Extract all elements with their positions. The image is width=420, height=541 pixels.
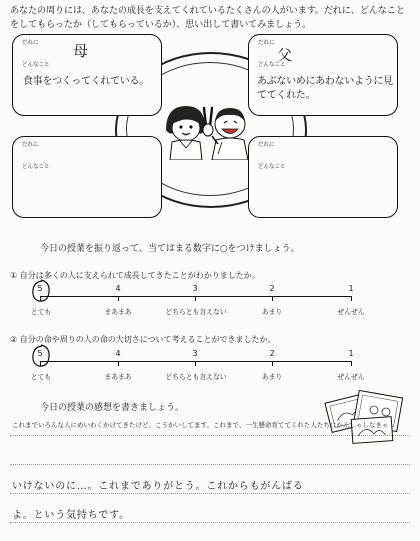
- who-answer: 父: [277, 46, 293, 64]
- who-label: だれに: [22, 142, 39, 148]
- support-box-3: [12, 136, 162, 218]
- who-answer: 母: [73, 42, 89, 60]
- question-1: ① 自分は多くの人に支えられて成長してきたことがわかりましたか。: [10, 271, 260, 280]
- scale-label: とても: [30, 373, 52, 381]
- scale-label: とても: [30, 308, 52, 316]
- intro-text: あなたの周りには、あなたの成長を支えてくれているたくさんの人がいます。だれに、どんなことをしてもらったか（してもらっているか）、思い出して書いてみましょう。: [10, 5, 405, 30]
- scale-number: 4: [115, 349, 121, 358]
- impression-line-1: これまでいろんな人にめいわくかけてきたけど、こうかいしてます。これまで、一生懸命育ててくれた人たちにかんしゃしなきゃ: [12, 421, 389, 429]
- ruled-line: [10, 522, 410, 523]
- what-answer: あぶないめにあわないように見ててくれた。: [257, 76, 393, 101]
- scale-number: 2: [269, 284, 275, 293]
- support-box-1: [12, 34, 162, 116]
- tick: [195, 296, 196, 301]
- scale-number: 4: [115, 284, 121, 293]
- tick: [118, 361, 119, 366]
- scale-number: 1: [348, 349, 354, 358]
- what-label: どんなこと: [258, 164, 286, 170]
- scale-label: あまり: [261, 373, 283, 381]
- question-2: ② 自分の命や周りの人の命の大切さについて考えることができましたか。: [10, 335, 276, 344]
- tick: [351, 361, 352, 366]
- scale-line-2: [40, 361, 352, 362]
- scale-number: 5: [37, 349, 43, 358]
- scale-number: 3: [192, 284, 198, 293]
- selected-circle-mark-2: [30, 343, 52, 369]
- what-answer: 食事をつくってくれている。: [23, 76, 149, 87]
- scale-number: 3: [192, 349, 198, 358]
- what-label: どんなこと: [258, 62, 286, 68]
- scale-label: まあまあ: [104, 373, 132, 381]
- scale-label: どちらとも言えない: [165, 308, 227, 316]
- tick: [272, 296, 273, 301]
- impression-line-2: いけないのに…。これまでありがとう。これからもがんばる: [12, 481, 304, 492]
- scale-label: あまり: [261, 308, 283, 316]
- tick: [351, 296, 352, 301]
- scale-label: どちらとも言えない: [165, 373, 227, 381]
- scale-number: 2: [269, 349, 275, 358]
- impressions-title: 今日の授業の感想を書きましょう。: [40, 403, 185, 413]
- what-label: どんなこと: [22, 164, 50, 170]
- scale-number: 1: [348, 284, 354, 293]
- ruled-line: [10, 493, 410, 494]
- scale-number: 5: [37, 284, 43, 293]
- scale-line-1: [40, 296, 352, 297]
- scale-label: ぜんぜん: [337, 308, 365, 316]
- tick: [272, 361, 273, 366]
- ruled-line: [10, 435, 410, 436]
- tick: [118, 296, 119, 301]
- ruled-line: [10, 464, 410, 465]
- who-label: だれに: [22, 40, 39, 46]
- who-label: だれに: [258, 142, 275, 148]
- reflection-title: 今日の授業を振り返って、当てはまる数字に○をつけましょう。: [40, 244, 300, 254]
- support-box-4: [248, 136, 398, 218]
- what-label: どんなこと: [22, 62, 50, 68]
- impression-line-3: よ。という気持ちです。: [12, 510, 130, 521]
- tick: [195, 361, 196, 366]
- scale-label: ぜんぜん: [337, 373, 365, 381]
- who-label: だれに: [258, 40, 275, 46]
- support-box-2: [248, 34, 398, 116]
- selected-circle-mark-1: [30, 278, 52, 304]
- scale-label: まあまあ: [104, 308, 132, 316]
- children-illustration: [158, 96, 260, 160]
